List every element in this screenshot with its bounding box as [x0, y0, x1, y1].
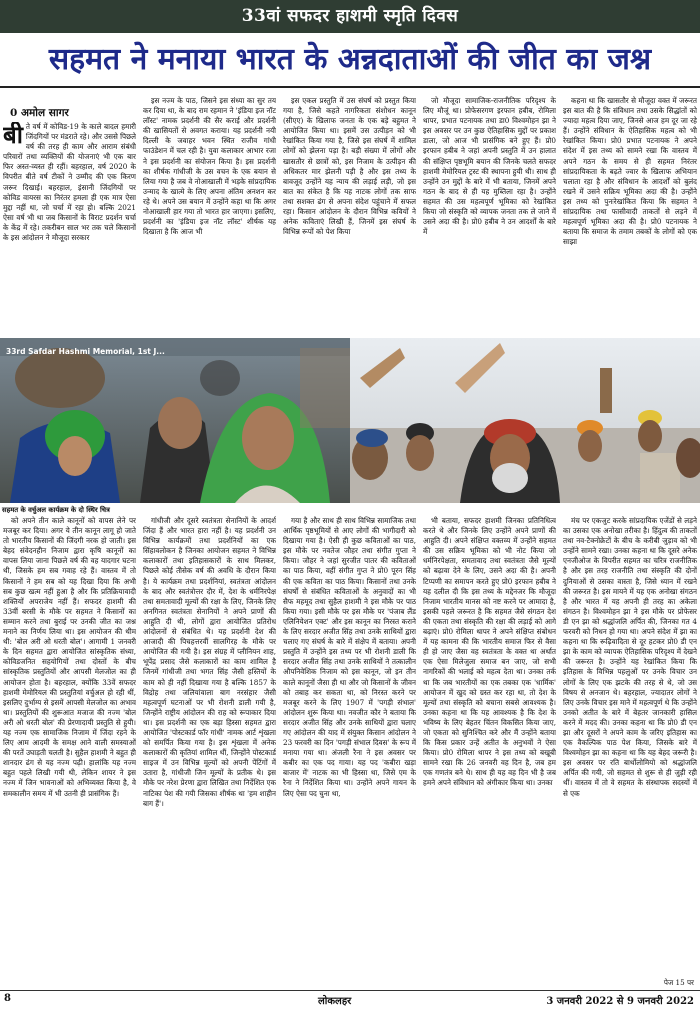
- photo-overlay-text: 33rd Safdar Hashmi Memorial, 1st J...: [6, 347, 165, 356]
- photo-strip: [0, 338, 700, 503]
- article-column-1-top: [3, 122, 136, 336]
- page-headline: सहमत ने मनाया भारत के अन्नदाताओं की जीत का जश्न: [48, 42, 652, 77]
- article-column-4-bottom: [423, 516, 556, 988]
- article-column-1-bottom: [3, 516, 136, 988]
- article-column-2-bottom: [143, 516, 276, 988]
- article-column-4-top: [423, 96, 556, 336]
- column-text: को अपने तीन काले कानूनों को वापस लेने पर मजबूर कर दिया। अगर ये तीन कानून लागू हो जाते तो भारतीय किसानों की जिंदगी नरक हो जाती। इस बेहद संवेदनहीन निजाम द्वारा कृषि कानूनों का वापस लिया जाना पिछले वर्ष की वह यादगार घटना थी, जिसके हम सब गवाह रहे हैं। वास्तव में तो किसानों ने हम सब को यह दिखा दिया कि अभी सब कुछ खत्म नहीं हुआ है और कि प्रतिक्रियावादी शक्तियों अपराजेय नहीं हैं। सफदर हाशमी की 33वीं बरसी के मौके पर सहमत ने किसानों का सम्मान करने तथा बुराई पर उनकी जीत का जश्न मनाने का निर्णय लिया था। इस आयोजन की थीम थी: 'बोल अरी ओ धरती बोल'। आगामी 1 जनवरी के दिन सहमत द्वारा आयोजित सांस्कृतिक संध्या, कोविडजनित सहयोगियों तथा दोस्तों के बीच सांस्कृतिक प्रस्तुतियों और आपसी मेलजोल का ही आयोजन होता है। बहरहाल, क्योंकि 33वें सफदर हाशमी मेमोरियल की प्रस्तुतियां वर्चुअल हो रही थीं, इसलिए दुर्भाग्य से इसमें आपसी मेलजोल का अभाव था। प्रस्तुतियों की शुरूआत मजाज की नज्म 'बोल अरी ओ धरती बोल' की प्रेरणादायी प्रस्तुति से हुयी। यह नज्म एक सामाजिक निजाम में जिंदा रहने के लिए आम आदमी के समक्ष आने वाली समस्याओं की परतें उघाड़ती चलती है। सुहैल हाशमी ने बहुत ही शानदार ढंग से यह नज्म पढ़ी। हालांकि यह नज्म बहुत पहले लिखी गयी थी, लेकिन शायर ने इस नज्म में जिन भावनाओं को अभिव्यक्त किया है, वे समकालीन समय में भी उतनी ही प्रासंगिक हैं।: [3, 516, 136, 798]
- article-column-5-top: [563, 96, 697, 336]
- drop-cap: बी: [3, 122, 23, 149]
- newspaper-name: लोकलहर: [318, 996, 352, 1007]
- continued-label: पेज 15 पर: [663, 978, 694, 987]
- column-text: गांधीजी और दूसरे स्वतंत्रता सेनानियों के आदर्श जिंदा हैं और भारत हारा नहीं है। यह प्रदर्शनी उन विभिन्न कार्यक्रमों तथा प्रदर्शनियों का एक सिंहावलोकन है जिनका आयोजन सहमत ने विभिन्न कलाकारों तथा इतिहासकारों के साथ मिलकर, पिछले कोई तीसेक वर्ष की अवधि के दौरान किया है। ये कार्यक्रम तथा प्रदर्शनियां, स्वतंत्रता आंदोलन के बाद और स्वतंत्रोत्तर दौर में, देश के धर्मनिरपेक्ष तथा समतावादी मूल्यों की रक्षा के लिए, जिनके लिए अनगिनत स्वतंत्रता सेनानियों ने अपने प्राणों की आहुति दी थी, लोगों द्वारा आयोजित प्रतिरोध आंदोलनों से संबंधित थे। यह प्रदर्शनी देश की आजादी की पिचहत्तरवीं सालगिरह के मौके पर आयोजित की गयी है। इस संग्रह में प्लीनियन शाह, भूपेंद्र प्रसाद जैसे कलाकारों का काम शामिल है जिनमें गांधीजी तथा भगत सिंह जैसी हस्तियों के काम को ही नहीं दिखाया गया है बल्कि 1857 के विद्रोह तथा जलियांवाला बाग नरसंहार जैसी महत्वपूर्ण घटनाओं पर भी रोशनी डाली गयी है, जिन्होंने राष्ट्रीय आंदोलन की राह को रूपाकार दिया था। इस प्रदर्शनी का एक बड़ा हिस्सा सहमत द्वारा आयोजित 'पोस्टकार्ड फॉर गांधी' नामक आर्ट शृंखला को समर्पित किया गया है। इस शृंखला में अनेक कलाकारों की कृतियां शामिल थीं, जिन्होंने पोस्टकार्ड साइज में उन विभिन्न मूल्यों को अपनी पेंटिंगों में उतारा है, गांधीजी जिन मूल्यों के प्रतीक थे। इस मौके पर नरेश प्रेरणा द्वारा लिखित तथा निर्देशित एक नाटिका पेश की गयी जिसका शीर्षक था 'हम शाहीन बाग हैं'।: [143, 516, 276, 808]
- article-column-3-bottom: [283, 516, 416, 988]
- photo-caption: सहमत के वर्चुअल कार्यक्रम के दो स्थिर चित्र: [2, 506, 110, 514]
- column-text: भी बताया, सफदर हाशमी जिनका प्रतिनिधित्व करते थे और जिनके लिए उन्होंने अपने प्राणों की आहुति दी। अपने संक्षिप्त वक्तव्य में उन्होंने सहमत की उस सक्रिय भूमिका को भी नोट किया जो धर्मनिरपेक्षता, समतावाद तथा स्वतंत्रता जैसे मूल्यों को बढ़ावा देने के लिए, उसने अदा की है। अपनी टिप्पणी का समापन करते हुए प्रो0 इरफान हबीब ने यह दलील दी कि इस तथ्य के मद्देनजर कि मौजूदा निजाम भारतीय मानस को नष्ट करने पर आमादा है, इसकी पहले जरूरत है कि सहमत जैसे संगठन देश की एकता तथा संस्कृति की रक्षा की लड़ाई को आगे बढ़ाएं। प्रो0 रोमिला थापर ने अपने संक्षिप्त संबोधन में यह कामना की कि भारतीय समाज फिर से वैसा ही हो जाए जैसा वह स्वतंत्रता के वक्त था अर्थात एक ऐसा मिलेजुला समाज बन जाए, जो सभी नागरिकों की भलाई को महत्व देता था। उनका तर्क था कि जब भारतीयों का एक तबका एक 'धार्मिक' आयोजन में खुद को ग्रस्त कर रहा था, तो देश के मूल्यों तथा संस्कृति को बचाना सबसे आवश्यक है। उनका कहना था कि यह आवश्यक है कि देश के भविष्य के लिए बेहतर चिंतन विकसित किया जाए, जो एकता को सुनिश्चित करे और मैं उन्होंने बताया कि किस प्रकार उन्हें अतीत के अनुभवों ने ऐसा किया। प्रो0 रोमिला थापर ने इस तथ्य को बखूबी सामने रखा कि 26 जनवरी वह दिन है, जब हम एक गणतंत्र बने थे। साथ ही यह वह दिन भी है जब हमने अपने संविधान को अंगीकार किया था। उनका: [423, 516, 556, 788]
- column-text: कहना था कि खासतौर से मौजूदा वक्त में जरूरत इस बात की है कि संविधान तथा उसके सिद्धांतों को ज्यादा महत्व दिया जाए, जिनसे आज हम दूर जा रहे हैं। उन्होंने संविधान के ऐतिहासिक महत्व को भी रेखांकित किया। प्रो0 प्रभात पटनायक ने अपने संदेश में इस तथ्य को सामने रखा कि वास्तव में अपने गठन के समय से ही सहमत निरंतर सांप्रदायिकता के बढ़ते ज्वार के खिलाफ अभियान चलाता रहा है और संविधान के आदर्शों को बुलंद रखने में उसने सक्रिय भूमिका अदा की है। उन्होंने इस तथ्य को पुनःरेखांकित किया कि सहमत ने सांप्रदायिक तथा फासीवादी ताकतों से लड़ने में महत्वपूर्ण भूमिका अदा की है। प्रो0 पटनायक ने बताया कि समाज के तमाम तबकों के लोगों को एक साझा: [563, 96, 697, 247]
- photo-protest-men: [350, 338, 700, 503]
- column-text: जो मौजूदा सामाजिक-राजनीतिक परिदृश्य के लिए मौजूं था। प्रोफेसरगण इरफान हबीब, रोमिला थापर, प्रभात पटनायक तथा डा0 विश्वमोहन झा ने इस अवसर पर उन कुछ ऐतिहासिक मुद्दों पर प्रकाश डाला, जो आज भी प्रासंगिक बने हुए हैं। प्रो0 इरफान हबीब ने जहां अपनी प्रस्तुति में उन हालात की संक्षिप्त पृष्ठभूमि बयान की जिनके चलते सफदर हाशमी मेमोरियल ट्रस्ट की स्थापना हुयी थी। साथ ही उन्होंने उन मुद्दों के बारे में भी बताया, जिनमें अपने गठन के बाद से ही यह मुब्तिला रहा है। उन्होंने सहमत की उस महत्वपूर्ण भूमिका को रेखांकित किया जो संस्कृति को व्यापक जनता तक ले जाने में उसने अदा की है। प्रो0 हबीब ने उन आदर्शों के बारे में: [423, 96, 556, 237]
- section-banner: 33वां सफदर हाशमी स्मृति दिवस: [0, 0, 700, 33]
- column-text: मंच पर एकजुट करके सांप्रदायिक एजेंडों से लड़ने का उसका एक अनोखा तरीका है। हिंदुत्व की ताकतों तथा नव-टैक्नोक्रेटों के बीच के करीबी जुड़ाव को भी उन्होंने सामने रखा। उनका कहना था कि दूसरे अनेक एनजीओज के विपरीत सहमत का चरित्र राजनीतिक है और इस तरह राजनीति तथा संस्कृति की दोनों दुनियाओं से उसका वास्ता है, जिसे ध्यान में रखने की जरूरत है। इस मायने में यह एक अनोखा संगठन है और भारत में यह अपनी ही तरह का अकेला संगठन है। विश्वमोहन झा ने इस मौके पर प्रोफेसर डी एन झा को श्रद्धांजलि अर्पित की, जिनका गत 4 फरवरी को निधन हो गया था। अपने संदेश में झा का कहना था कि रूढ़िवादिता से दूर हटकर प्रो0 डी एन झा के काम को व्यापक ऐतिहासिक परिदृश्य में देखने की जरूरत है। उन्होंने यह रेखांकित किया कि इतिहास के विभिन्न पहलुओं पर उनके विचार उन लोगों के लिए एक झटके की तरह से थे, जो उस विषय से अनजान थे। बहरहाल, ज्यादातर लोगों ने लिए उनके विचार इस माने में महत्वपूर्ण थे कि उन्होंने उनको अतीत के बारे में बेहतर जानकारी हासिल करने में मदद की। उनका कहना था कि प्रो0 डी एन झा और दूसरों ने अपने काम के जरिए इतिहास का एक वैकल्पिक पाठ पेश किया, जिसके बारे में विश्वमोहन झा का कहना था कि यह बेहद जरूरी है। इस अवसर पर रति बार्थोलोमियो को श्रद्धांजलि अर्पित की गयी, जो सहमत से शुरू से ही जुड़ी रही थीं। वास्तव में तो वे सहमत के संस्थापक सदस्यों में से एक: [563, 516, 697, 798]
- article-column-3-top: [283, 96, 416, 336]
- issue-date: 3 जनवरी 2022 से 9 जनवरी 2022: [546, 996, 694, 1007]
- page-number: 8: [4, 993, 11, 1004]
- column-text: इस एकल प्रस्तुति में उस संघर्ष को प्रस्तुत किया गया है, जिसे कहते नागरिकता संशोधन कानून (सीएए) के खिलाफ जनता के एक बड़े बहुमत ने आयोजित किया था। इसमें उस उत्पीड़न को भी रेखांकित किया गया है, जिसे इस संघर्ष में शामिल लोगों को झेलना पड़ा है। बड़ी संख्या में लोगों और खासतौर से छात्रों को, इस निजाम के उत्पीड़न की अधिकतर मार झेलनी पड़ी है और इस तथ्य के बावजूद उन्होंने यह न्याय की लड़ाई लड़ी, जो इस बात का संकेत है कि यह नाटक लोगों तक साफ तथा सशक्त ढंग से अपना संदेश पहुंचाने में सफल रहा। किसान आंदोलन के दौरान विभिन्न कवियों ने अनेक कविताएं लिखी हैं, जिनमें इस संघर्ष के विभिन्न रूपों को पेश किया: [283, 96, 416, 237]
- column-text: ते वर्ष में कोविड-19 के काले बादल हमारी जिंदगियों पर मंडराते रहे। और उससे पिछले वर्ष की तरह ही काम और आराम संबंधी परिवारों तथा व्यक्तियों की योजनाएं भी एक बार फिर अस्त-व्यस्त ही रहीं। बहरहाल, वर्ष 2020 के विपरीत बीते वर्ष टीकों ने उम्मीद की एक किरण जरूर दिखाई। बहरहाल, इंसानी जिंदगियों पर कोविड वायरस का निरंतर हमला ही एक मात्र ऐसा मुद्दा नहीं था, जो चर्चा में रहा हो। बल्कि 2021 ऐसा वर्ष भी था जब किसानों के विराट प्रदर्शन चर्चा के केंद्र में रहे। तकरीबन साल भर तक चले किसानों के इस आंदोलन ने मौजूदा सरकार: [3, 122, 136, 243]
- byline: 0 अमोल सागर: [10, 107, 69, 119]
- headline-rule: [0, 86, 700, 88]
- article-column-2-top: [143, 96, 276, 336]
- column-text: इस नज्म के पाठ, जिसने इस संध्या का सुर तय कर दिया था, के बाद राम रहमान ने 'इंडिया इज नॉट लॉस्ट' नामक प्रदर्शनी की सैर कराई और प्रदर्शनी की खासियतों से अवगत कराया। यह प्रदर्शनी नयी दिल्ली के जवाहर भवन स्थित राजीव गांधी फाउंडेशन में चल रही है। युवा कलाकार आभार रजा ने इस प्रदर्शनी का संयोजन किया है। इस प्रदर्शनी का शीर्षक गांधीजी के उस वचन के एक बयान से लिया गया है जब वे नोआखाली में भड़के सांप्रदायिक उन्माद के खात्मे के लिए अपना अंतिम अनशन कर रहे थे। अपने उस बयान में उन्होंने कहा था कि अगर नोआखाली हार गया तो भारत हार जाएगा। इसलिए, प्रदर्शनी का 'इंडिया इज नॉट लॉस्ट' शीर्षक यह दिखाता है कि आज भी: [143, 96, 276, 237]
- event-photos: [0, 338, 700, 503]
- column-text: गया है और साथ ही साथ विभिन्न सामाजिक तथा आर्थिक पृष्ठभूमियों से आए लोगों की भागीदारी को दिखाया गया है। ऐसी ही कुछ कविताओं का पाठ, इस मौके पर नवतेज जौहर तथा संगीत गुप्ता ने किया। जौहर ने जहां सुरजीत पातर की कविताओं का पाठ किया, वहीं संगीत गुप्त ने प्रो0 पूरन सिंह की एक कविता का पाठ किया। किसानों तथा उनके संघर्षों से संबंधित कविताओं के अनुवादों का भी सैफ महमूद तथा सुहैल हाशमी ने इस मौके पर पाठ किया गया। इसी मौके पर इस मौके पर 'पंजाब लैंड एलिनियेशन एक्ट' और इस कानून का निरस्त कराने के लिए सरदार अजीत सिंह तथा उनके साथियों द्वारा चलाए गए संघर्ष के बारे में संक्षेप में बताया। अपनी प्रस्तुति में उन्होंने इस तथ्य पर भी रोशनी डाली कि सरदार अजीत सिंह तथा उनके साथियों ने तत्कालीन औपनिवेशिक निजाम को इस कानून, जो इन तीन काले कानूनों जैसा ही था और जो किसानों के जीवन को तबाह कर सकता था, को निरस्त करने पर मजबूर करने के लिए 1907 में 'पगड़ी संभाल' आंदोलन शुरू किया था। नवजीत कौर ने बताया कि सरदार अजीत सिंह और उनके साथियों द्वारा चलाए गए आंदोलन की याद में संयुक्त किसान आंदोलन ने 23 फरवरी का दिन 'पगड़ी संभाल दिवस' के रूप में मनाया गया था। अंजली रैना ने इस अवसर पर कबीर का एक पद गाया। यह पद 'कबीरा खड़ा बाजार में' नाटक का भी हिस्सा था, जिसे एम के रैना ने निर्देशित किया था। उन्होंने अपने गायन के लिए ऐसा पद चुना था,: [283, 516, 416, 798]
- article-column-5-bottom: [563, 516, 697, 978]
- photo-protest-women: [0, 338, 350, 503]
- footer-rule: [0, 990, 700, 991]
